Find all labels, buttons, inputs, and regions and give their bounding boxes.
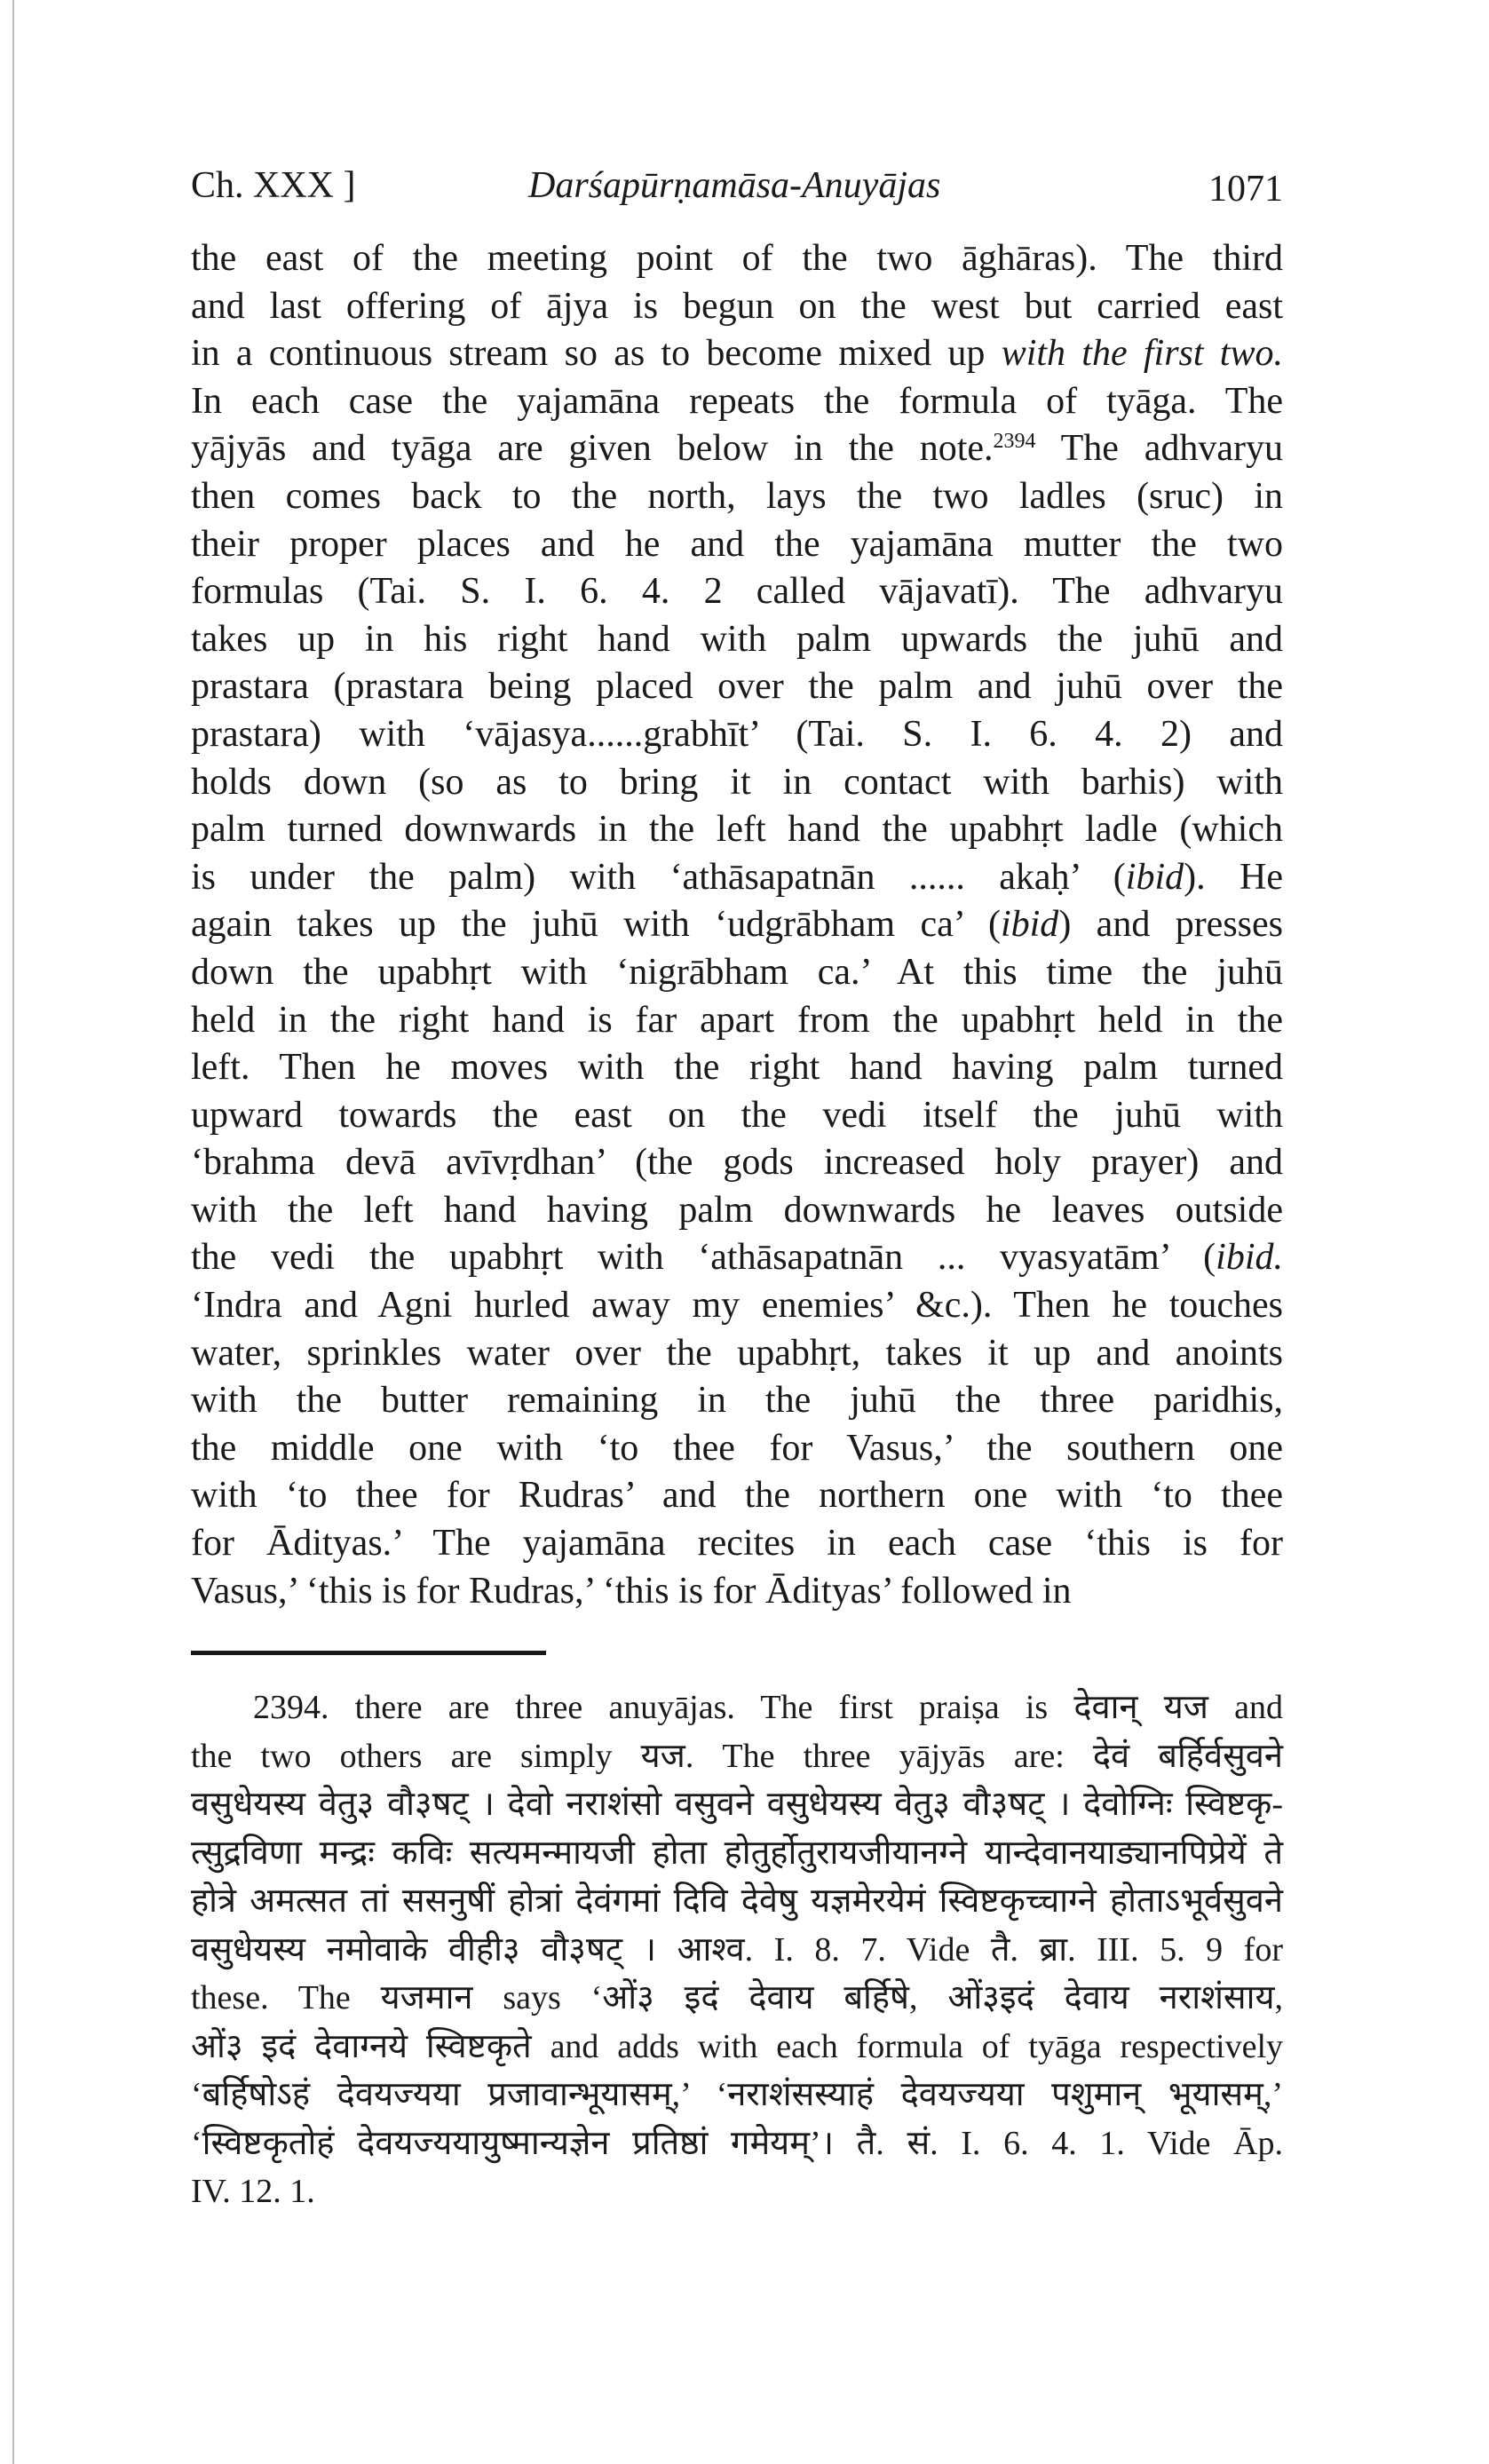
text-segment: ) and presses [1058, 904, 1283, 946]
body-line: the middle one with ‘to thee for Vasus,’ the southern one [191, 1427, 1283, 1469]
body-line: and last offering of ājya is begun on the west but carried east [191, 285, 1283, 327]
text-segment: in a continuous stream so as to become mixed up [191, 333, 1002, 375]
running-title: Darśapūrṇamāsa-Anuyājas [528, 165, 941, 206]
footnote-line: त्सुद्रविणा मन्द्रः कविः सत्यमन्मायजी होता होतुर्होतुरायजीयानग्ने यान्देवानयाड्यानपिप्रेयें ते [191, 1834, 1283, 1872]
footnote-line: वसुधेयस्य नमोवाके वीही३ वौ३षट् । आश्व. I. 8. 7. Vide तै. ब्रा. III. 5. 9 for [191, 1930, 1283, 1969]
body-line: for Ādityas.’ The yajamāna recites in each case ‘this is for [191, 1523, 1283, 1565]
body-line: ‘Indra and Agni hurled away my enemies’ &c.). Then he touches [191, 1285, 1283, 1327]
footnote-block [191, 1684, 1283, 2216]
body-line: holds down (so as to bring it in contact with barhis) with [191, 761, 1283, 803]
footnote-marker: 2394 [993, 430, 1036, 454]
footnote-line: ओं३ इदं देवाग्नये स्विष्टकृते and adds with each formula of tyāga respectively [191, 2027, 1283, 2065]
footnote-separator [191, 1651, 546, 1655]
text-segment: the vedi the upabhṛt with ‘athāsapatnān ... vyasyatām’ ( [191, 1237, 1216, 1279]
text-segment: is under the palm) with ‘athāsapatnān ...... akaḥ’ ( [191, 856, 1126, 898]
body-line: ‘brahma devā avīvṛdhan’ (the gods increased holy prayer) and [191, 1142, 1283, 1184]
body-line: water, sprinkles water over the upabhṛt, takes it up and anoints [191, 1332, 1283, 1374]
body-line: their proper places and he and the yajamāna mutter the two [191, 523, 1283, 565]
main-text [191, 235, 1283, 1615]
footnote-line: 2394. there are three anuyājas. The first praiṣa is देवान् यज and [253, 1689, 1283, 1727]
body-line: left. Then he moves with the right hand having palm turned [191, 1047, 1283, 1089]
body-line: formulas (Tai. S. I. 6. 4. 2 called vājavatī). The adhvaryu [191, 571, 1283, 613]
body-line [191, 901, 1283, 949]
body-line [191, 1234, 1283, 1282]
body-line: takes up in his right hand with palm upwards the juhū and [191, 618, 1283, 660]
text-segment: again takes up the juhū with ‘udgrābham ca’ ( [191, 904, 1001, 946]
text-segment: yājyās and tyāga are given below in the note. [191, 428, 994, 470]
text-segment: ). He [1184, 856, 1283, 898]
body-line [191, 425, 1283, 473]
body-line: with the butter remaining in the juhū the three paridhis, [191, 1380, 1283, 1422]
scan-edge-line [12, 0, 14, 2464]
italic-segment: with the first two. [1001, 333, 1283, 375]
footnote-line: होत्रे अमत्सत तां ससनुषीं होत्रां देवंगमां दिवि देवेषु यज्ञमेरयेमं स्विष्टकृच्चाग्ने होताऽभूर्वसुवने [191, 1882, 1283, 1921]
body-line: prastara (prastara being placed over the palm and juhū over the [191, 666, 1283, 708]
italic-segment: ibid [1000, 904, 1059, 946]
body-line: down the upabhṛt with ‘nigrābham ca.’ At this time the juhū [191, 951, 1283, 993]
footnote-line: ‘बर्हिषोऽहं देवयज्यया प्रजावान्भूयासम्,’ ‘नराशंसस्याहं देवयज्यया पशुमान् भूयासम्,’ [191, 2076, 1283, 2114]
body-line: In each case the yajamāna repeats the formula of tyāga. The [191, 380, 1283, 422]
footnote-line: ‘स्विष्टकृतोहं देवयज्ययायुष्मान्यज्ञेन प्रतिष्ठां गमेयम्’। तै. सं. I. 6. 4. 1. Vide Āp. [191, 2124, 1283, 2162]
footnote-line: वसुधेयस्य वेतु३ वौ३षट् । देवो नराशंसो वसुवने वसुधेयस्य वेतु३ वौ३षट् । देवोग्निः स्विष्टकृ- [191, 1786, 1283, 1824]
footnote-line: the two others are simply यज. The three yājyās are: देवं बर्हिर्वसुवने [191, 1737, 1283, 1775]
footnote-line: these. The यजमान says ‘ओं३ इदं देवाय बर्हिषे, ओं३इदं देवाय नराशंसाय, [191, 1979, 1283, 2017]
chapter-label: Ch. XXX ] [191, 165, 356, 206]
book-page [191, 164, 1283, 2216]
body-line [191, 330, 1283, 378]
body-line: Vasus,’ ‘this is for Rudras,’ ‘this is for Ādityas’ followed in [191, 1570, 1072, 1612]
page-number: 1071 [1208, 169, 1283, 210]
body-line: with the left hand having palm downwards he leaves outside [191, 1189, 1283, 1231]
body-line: the east of the meeting point of the two āghāras). The third [191, 238, 1283, 279]
body-line: upward towards the east on the vedi itself the juhū with [191, 1094, 1283, 1136]
body-line [191, 854, 1283, 902]
body-line: then comes back to the north, lays the two ladles (sruc) in [191, 475, 1283, 517]
body-line: palm turned downwards in the left hand the upabhṛt ladle (which [191, 809, 1283, 851]
footnote-line: IV. 12. 1. [191, 2173, 315, 2211]
body-line: with ‘to thee for Rudras’ and the northern one with ‘to thee [191, 1475, 1283, 1517]
body-line: held in the right hand is far apart from the upabhṛt held in the [191, 999, 1283, 1041]
running-head [191, 164, 1283, 218]
italic-segment: ibid [1125, 856, 1184, 898]
body-line: prastara) with ‘vājasya......grabhīt’ (Tai. S. I. 6. 4. 2) and [191, 713, 1283, 755]
text-segment: The adhvaryu [1035, 428, 1283, 470]
italic-segment: ibid. [1216, 1237, 1283, 1279]
